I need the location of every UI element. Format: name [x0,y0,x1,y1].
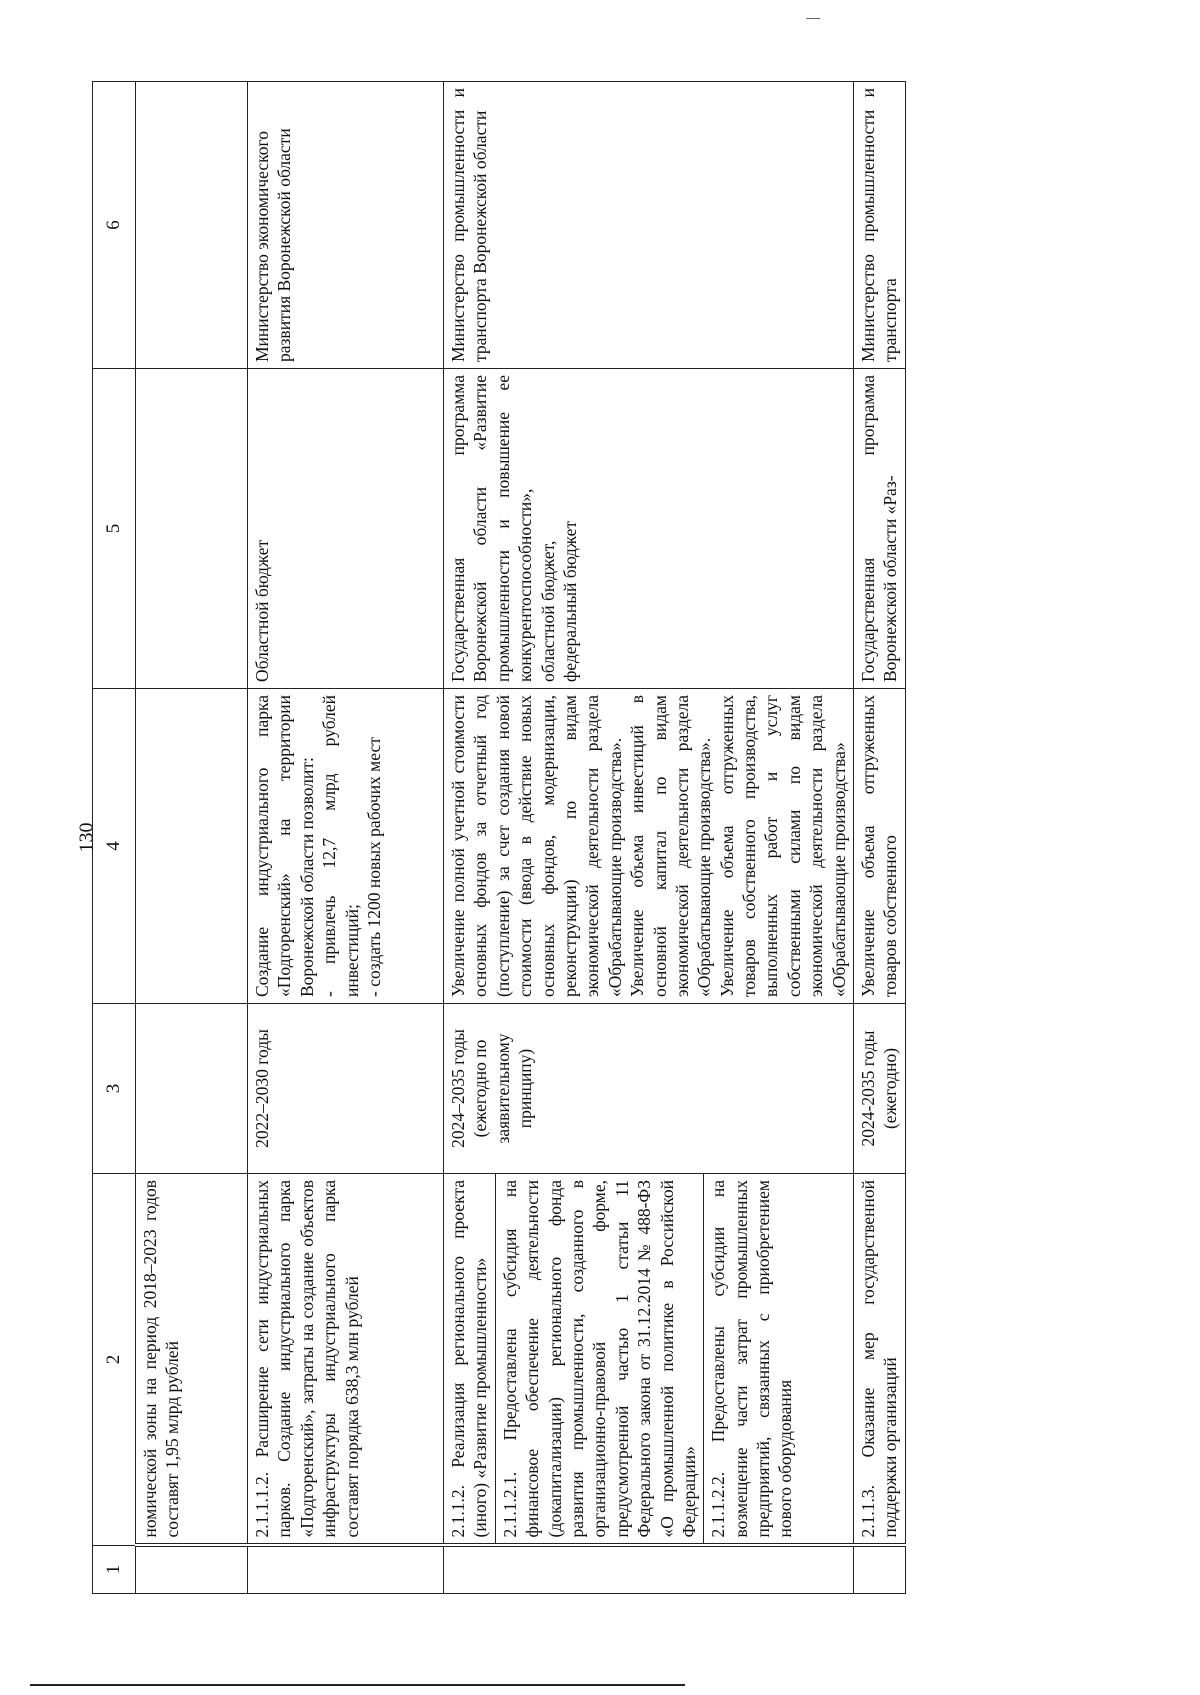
cell-4 [136,689,248,1004]
cell-2: 2.1.1.1.2. Расширение сети индустриальных парков. Создание индустриального парка «Подгоренский», затраты на создание объектов инфраструктуры индустриального парка составят порядка 638,3 млн рублей [248,1174,444,1546]
cell-3: 2024–2035 годы (ежегодно по заявительному принципу) [444,1004,854,1174]
cell-3 [136,1004,248,1174]
table-row [444,82,854,1594]
cell-1 [444,1546,854,1594]
header-col-4: 4 [93,689,136,1004]
cell-4: Увеличение полной учетной стоимости основных фондов за отчетный год (поступление) за счет создания новой стоимости (ввода в действие новых основных фондов, модернизации, реконструкции) по видам экономической деятельности раздела «Обрабатывающие производства». Увеличение объема инвестиций в основной капитал по видам экономической деятельности раздела «Обрабатывающие производства». Увеличение объема отгруженных товаров собственного производства, выполненных работ и услуг собственными силами по видам экономической деятельности раздела «Обрабатывающие производства» [444,689,854,1004]
cell-3: 2024-2035 годы (ежегодно) [854,1004,906,1174]
table-row [854,82,906,1594]
cell-5: Областной бюджет [248,369,444,689]
cell-2: 2.1.1.3. Оказание мер государственной поддержки организаций [854,1174,906,1546]
rotated-page [92,82,1042,1594]
page-number: 130 [75,822,98,853]
program-table [92,81,906,1594]
header-row [93,82,136,1594]
cell-4: Увеличение объема отгруженных товаров собственного [854,689,906,1004]
cell-5: Государственная программа Воронежской области «Раз- [854,369,906,689]
cell-1 [136,1546,248,1594]
table-row [248,82,444,1594]
subitem-main: 2.1.1.2. Реализация регионального проекта (иного) «Развитие промышленности» [448,1180,491,1538]
cell-6: Министерство экономического развития Воронежской области [248,82,444,369]
cell-2-group [444,1174,854,1546]
cell-4: Создание индустриального парка «Подгоренский» на территории Воронежской области позволит: - привлечь 12,7 млрд рублей инвестиций; - создать 1200 новых рабочих мест [248,689,444,1004]
header-col-2: 2 [93,1174,136,1546]
table-row [136,82,248,1594]
cell-3: 2022–2030 годы [248,1004,444,1174]
cell-5: Государственная программа Воронежской области «Развитие промышленности и повышение ее конкурентоспособности», областной бюджет, федеральный бюджет [444,369,854,689]
cell-6: Министерство промышленности и транспорта Воронежской области [444,82,854,369]
cell-1 [248,1546,444,1594]
cell-6: Министерство промышленности и транспорта [854,82,906,369]
header-col-6: 6 [93,82,136,369]
cell-2: номической зоны на период 2018–2023 годов составят 1,95 млрд рублей [136,1174,248,1546]
subitem-2-1-1-2-1: 2.1.1.2.1. Предоставлена субсидия на финансовое обеспечение деятельности (докапитализации) регионального фонда развития промышленности, созданного в организационно-правовой форме, предусмотренной частью 1 статьи 11 Федерального закона от 31.12.2014 № 488-ФЗ «О промышленной политике в Российской Федерации» [495,1174,704,1544]
cell-1 [854,1546,906,1594]
subitem-2-1-1-2-2: 2.1.1.2.2. Предоставлены субсидии на возмещение части затрат промышленных предприятий, связанных с приобретением нового оборудования [704,1174,800,1544]
bottom-rule [30,1684,685,1686]
header-col-1: 1 [93,1546,136,1594]
header-col-5: 5 [93,369,136,689]
scan-speck [806,18,820,19]
subitems [444,1174,800,1544]
cell-5 [136,369,248,689]
cell-6 [136,82,248,369]
header-col-3: 3 [93,1004,136,1174]
